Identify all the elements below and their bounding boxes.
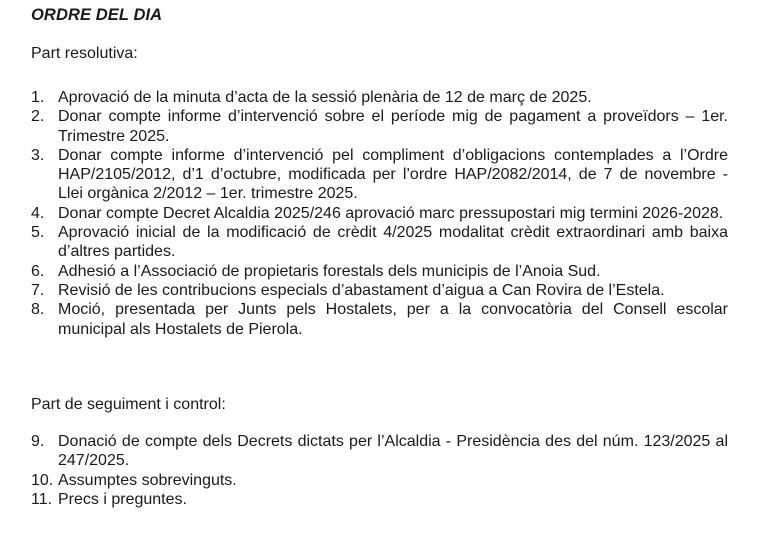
control-items-list	[31, 432, 728, 509]
item-text: Moció, presentada per Junts pels Hostalets, per a la convocatòria del Consell escolar municipal als Hostalets de Pierola.	[58, 301, 728, 338]
item-number: 1.	[31, 89, 45, 106]
item-text: Aprovació inicial de la modificació de crèdit 4/2025 modalitat crèdit extraordinari amb baixa d’altres partides.	[58, 224, 728, 261]
item-text: Aprovació de la minuta d’acta de la sessió plenària de 12 de març de 2025.	[58, 89, 592, 106]
item-number: 5.	[31, 224, 45, 242]
item-text: Precs i preguntes.	[58, 490, 187, 508]
item-number: 4.	[31, 204, 45, 222]
item-text: Adhesió a l’Associació de propietaris forestals dels municipis de l’Anoia Sud.	[58, 262, 601, 280]
item-number: 9.	[31, 433, 45, 450]
item-text: Revisió de les contribucions especials d’abastament d’aigua a Can Rovira de l’Estela.	[58, 281, 665, 299]
agenda-item	[31, 107, 728, 146]
item-number: 7.	[31, 281, 45, 299]
item-text: Assumptes sobrevinguts.	[58, 471, 237, 489]
item-number: 10.	[31, 471, 54, 489]
section-heading-resolutive: Part resolutiva:	[31, 45, 138, 62]
agenda-item	[31, 300, 728, 339]
document-title: ORDRE DEL DIA	[31, 6, 163, 24]
agenda-item	[31, 88, 728, 107]
item-text: Donar compte informe d’intervenció sobre el període mig de pagament a proveïdors – 1er. Trimestre 2025.	[58, 108, 728, 145]
item-number: 3.	[31, 146, 45, 164]
resolutive-items-list	[31, 88, 728, 339]
item-text: Donació de compte dels Decrets dictats per l’Alcaldia - Presidència des del núm. 123/2025 al 247/2025.	[58, 433, 728, 470]
agenda-item	[31, 432, 728, 471]
item-number: 11.	[31, 490, 53, 508]
item-text: Donar compte Decret Alcaldia 2025/246 aprovació marc pressupostari mig termini 2026-2028.	[58, 204, 724, 222]
item-number: 2.	[31, 108, 45, 126]
agenda-item	[31, 490, 728, 509]
item-text: Donar compte informe d’intervenció pel compliment d’obligacions contemplades a l’Ordre HAP/2105/2012, d’1 d’octubre, modificada per l’ordre HAP/2082/2014, de 7 de novembre - Llei orgànica 2/2012 – 1er. trimestre 2025.	[58, 146, 728, 203]
agenda-item	[31, 146, 728, 204]
section-heading-control: Part de seguiment i control:	[31, 396, 226, 413]
agenda-item	[31, 204, 728, 223]
item-number: 6.	[31, 262, 45, 280]
agenda-item	[31, 471, 728, 490]
agenda-item	[31, 223, 728, 262]
agenda-item	[31, 281, 728, 300]
item-number: 8.	[31, 301, 45, 319]
agenda-item	[31, 262, 728, 281]
